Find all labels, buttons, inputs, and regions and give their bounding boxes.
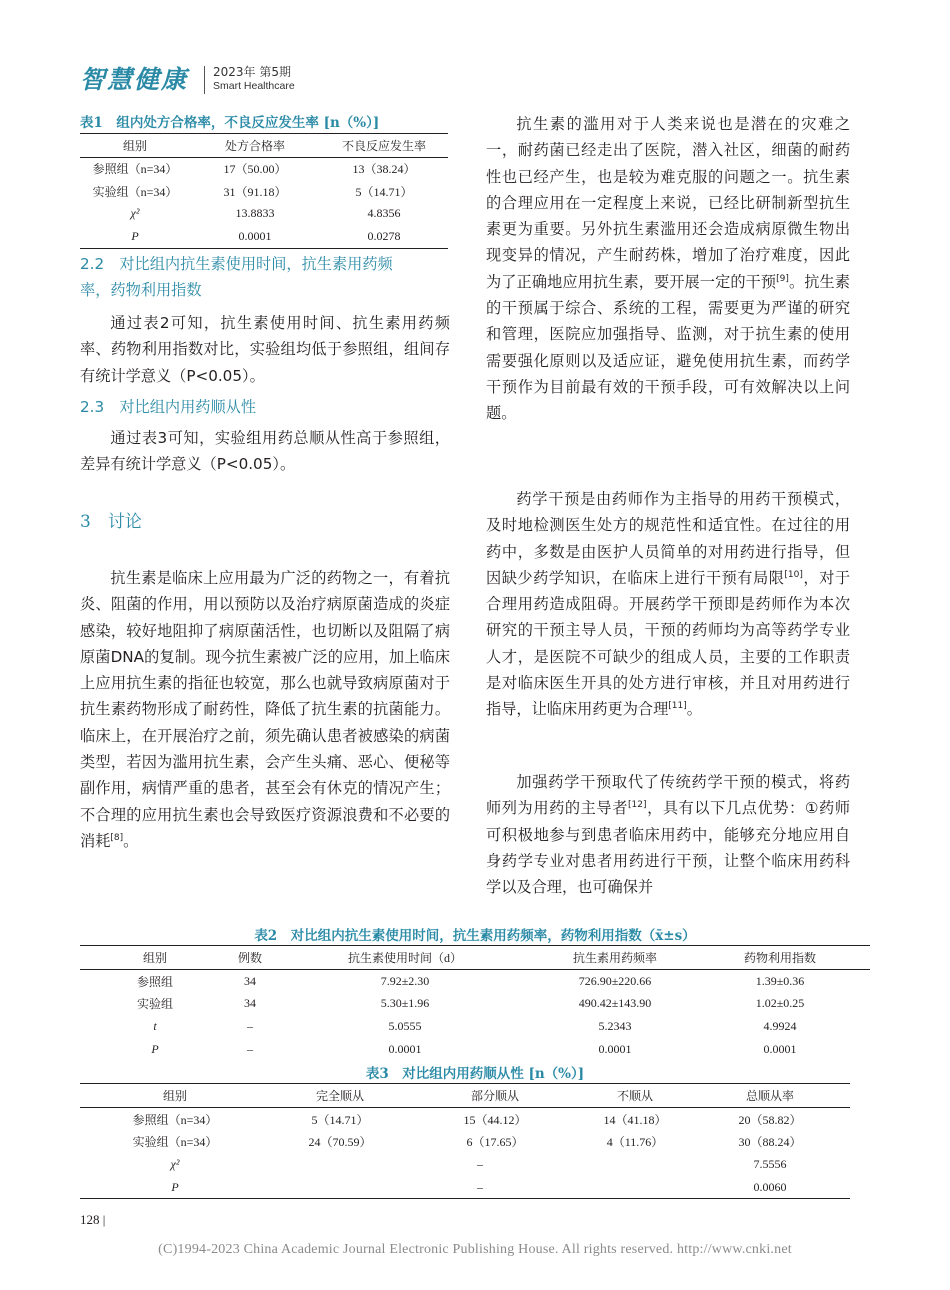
table-cell: 5（14.71） — [311, 1112, 369, 1127]
table-cell: 4.9924 — [763, 1018, 797, 1033]
table-cell: t — [153, 1018, 157, 1033]
paragraph — [486, 769, 850, 900]
paragraph — [80, 565, 450, 854]
paragraph: 通过表2可知，抗生素使用时间、抗生素用药频率、药物利用指数对比，实验组均低于参照组，组间存有统计学意义（P<0.05）。 — [80, 314, 450, 385]
table-header-cell: 例数 — [237, 950, 262, 965]
journal-logo: 智慧健康 — [80, 65, 189, 94]
table-row — [80, 992, 870, 1015]
section-heading-line: 率，药物利用指数 — [80, 281, 202, 299]
table-cell: 13（38.24） — [352, 162, 416, 177]
table-header-cell: 抗生素使用时间（d） — [347, 950, 462, 965]
section-heading-line: 2.2 对比组内抗生素使用时间，抗生素用药频 — [80, 255, 393, 273]
paragraph-text: 。 — [686, 700, 702, 719]
paragraph-text: 加强药学干预取代了传统药学干预的模式，将药师列为用药的主导者 — [486, 773, 850, 818]
table-cell: 1.39±0.36 — [755, 973, 805, 988]
table-header-cell: 组别 — [122, 138, 147, 153]
table-row — [80, 180, 448, 203]
paragraph-text: ，对于合理用药造成阻碍。开展药学干预即是药师作为本次研究的干预主导人员，干预的药师均为高等药学专业人才，是医院不可缺少的组成人员，主要的工作职责是对临床医生开具的处方进行审核，并且对用药进行指导，让临床用药更为合理 — [486, 568, 851, 719]
table-row — [80, 1176, 850, 1199]
paragraph-text: 。抗生素的干预属于综合、系统的工程，需要更为严谨的研究和管理，医院应加强指导、监测，对于抗生素的使用需要强化原则以及适应证，避免使用抗生素，而药学干预作为目前最有效的干预手段，可有效解决以上问题。 — [486, 272, 851, 423]
table-row — [80, 1130, 850, 1153]
table-header-cell: 不良反应发生率 — [341, 138, 426, 153]
table-header-row — [80, 946, 870, 970]
paragraph-text: 抗生素的滥用对于人类来说也是潜在的灾难之一，耐药菌已经走出了医院，潜入社区，细菌的耐药性也已经产生，也是较为难克服的问题之一。抗生素的合理应用在一定程度上来说，已经比研制新型抗生素更为重要。另外抗生素滥用还会造成病原微生物出现变异的情况，产生耐药株，增加了治疗难度，因此为了正确地应用抗生素，要开展一定的干预 — [486, 115, 850, 291]
table-row — [80, 203, 448, 226]
table1-caption: 表1 组内处方合格率，不良反应发生率 [n（%）] — [80, 115, 380, 131]
table-header-cell: 部分顺从 — [470, 1088, 519, 1103]
paragraph: 通过表3可知，实验组用药总顺从性高于参照组，差异有统计学意义（P<0.05）。 — [80, 429, 450, 474]
section-2-3-heading: 2.3 对比组内用药顺从性 — [80, 398, 257, 416]
table-cell: 4（11.76） — [606, 1135, 664, 1150]
citation[interactable]: [12] — [628, 800, 647, 811]
table-cell: 5.0555 — [388, 1018, 422, 1033]
section-2-2-heading — [80, 251, 450, 303]
table-cell: 0.0278 — [367, 228, 401, 243]
page-number: 128 | — [80, 1212, 106, 1227]
table-header-row — [80, 134, 448, 158]
table-header-cell: 抗生素用药频率 — [572, 950, 657, 965]
table-cell: P — [151, 1041, 159, 1056]
table3 — [80, 1083, 850, 1199]
table-cell: 5（14.71） — [355, 184, 413, 199]
table-row — [80, 1107, 850, 1130]
section-3-heading: 3 讨论 — [80, 512, 142, 532]
table-cell: 参照组（n=34） — [92, 162, 178, 177]
table-cell: 726.90±220.66 — [578, 973, 652, 988]
table-cell: 30（88.24） — [738, 1135, 802, 1150]
table-cell: – — [477, 1156, 483, 1171]
paragraph — [486, 486, 850, 723]
table-cell: 7.92±2.30 — [380, 973, 430, 988]
table-cell: 0.0060 — [753, 1179, 787, 1194]
table-cell: 6（17.65） — [466, 1135, 524, 1150]
table-cell: – — [247, 1041, 253, 1056]
header-divider — [204, 66, 205, 94]
table-cell: 参照组 — [136, 974, 173, 989]
table-cell: 490.42±143.90 — [578, 996, 652, 1011]
table-header-cell: 处方合格率 — [224, 138, 285, 153]
table-cell: 17（50.00） — [223, 162, 287, 177]
table-cell: 34 — [244, 996, 256, 1011]
paragraph-text: 。 — [123, 831, 139, 850]
paragraph-text: 药学干预是由药师作为主指导的用药干预模式，及时地检测医生处方的规范性和适宜性。在过往的用药中，多数是由医护人员简单的对用药进行指导，但因缺少药学知识，在临床上进行干预有局限 — [486, 490, 850, 587]
table-row — [80, 157, 448, 180]
copyright-line: (C)1994-2023 China Academic Journal Electronic Publishing House. All rights reserved. http://www.cnki.net — [158, 1242, 792, 1257]
table2 — [80, 945, 870, 1060]
table-row — [80, 969, 870, 992]
table-cell: 实验组（n=34） — [132, 1135, 218, 1150]
table-cell: 0.0001 — [763, 1041, 797, 1056]
table-cell: 7.5556 — [753, 1156, 787, 1171]
table-cell: 0.0001 — [388, 1041, 422, 1056]
issue-label: 2023年 第5期 — [213, 65, 291, 79]
journal-english-name: Smart Healthcare — [213, 80, 295, 92]
table-header-cell: 组别 — [142, 950, 167, 965]
table-row — [80, 1015, 870, 1038]
table-cell: 15（44.12） — [463, 1112, 527, 1127]
table-cell: 13.8833 — [235, 206, 275, 221]
table-cell: 1.02±0.25 — [755, 996, 805, 1011]
table-cell: 5.2343 — [598, 1018, 632, 1033]
table-header-row — [80, 1084, 850, 1108]
table-cell: 31（91.18） — [223, 184, 287, 199]
table-cell: 20（58.82） — [738, 1112, 802, 1127]
table-row — [80, 1038, 870, 1061]
table1 — [80, 133, 448, 249]
table-cell: – — [247, 1018, 253, 1033]
table-cell: 实验组（n=34） — [92, 184, 178, 199]
table-cell: P — [171, 1179, 179, 1194]
table-header-cell: 组别 — [162, 1088, 187, 1103]
table-row — [80, 1153, 850, 1176]
citation[interactable]: [11] — [668, 701, 687, 712]
table-cell: – — [477, 1179, 483, 1194]
table-cell: χ² — [130, 206, 140, 221]
table-cell: P — [131, 228, 139, 243]
table-cell: 5.30±1.96 — [380, 996, 430, 1011]
table3-caption: 表3 对比组内用药顺从性 [n（%）] — [365, 1066, 585, 1082]
table-row — [80, 225, 448, 248]
citation[interactable]: [10] — [784, 569, 803, 580]
table-cell: 参照组（n=34） — [132, 1112, 218, 1127]
table-cell: 实验组 — [136, 997, 173, 1012]
paragraph — [486, 111, 850, 427]
table-cell: 0.0001 — [238, 228, 272, 243]
table-header-cell: 完全顺从 — [315, 1088, 364, 1103]
paragraph-text: 抗生素是临床上应用最为广泛的药物之一，有着抗炎、阻菌的作用，用以预防以及治疗病原菌造成的炎症感染，较好地阻抑了病原菌活性，也切断以及阻隔了病原菌DNA的复制。现今抗生素被广泛的应用，加上临床上应用抗生素的指征也较宽，那么也就导致病原菌对于抗生素药物形成了耐药性，降低了抗生素的抗菌能力。临床上，在开展治疗之前，须先确认患者被感染的病菌类型，若因为滥用抗生素，会产生头痛、恶心、便秘等副作用，病情严重的患者，甚至会有休克的情况产生；不合理的应用抗生素也会导致医疗资源浪费和不必要的消耗 — [80, 569, 450, 850]
table-cell: 14（41.18） — [603, 1112, 667, 1127]
table-header-cell: 不顺从 — [616, 1088, 653, 1103]
paragraph-text: ，具有以下几点优势：①药师可积极地参与到患者临床用药中，能够充分地应用自身药学专业对患者用药进行干预，让整个临床用药科学以及合理，也可确保并 — [486, 799, 851, 897]
table-cell: 0.0001 — [598, 1041, 632, 1056]
table-header-cell: 总顺从率 — [745, 1088, 794, 1103]
table-cell: 34 — [244, 973, 256, 988]
table-cell: 4.8356 — [367, 206, 401, 221]
table-header-cell: 药物利用指数 — [743, 950, 816, 965]
table-cell: χ² — [170, 1156, 180, 1171]
table-cell: 24（70.59） — [308, 1135, 372, 1150]
citation[interactable]: [8] — [110, 832, 124, 843]
citation[interactable]: [9] — [776, 273, 789, 284]
table2-caption: 表2 对比组内抗生素使用时间，抗生素用药频率，药物利用指数（x̄±s） — [254, 928, 696, 944]
